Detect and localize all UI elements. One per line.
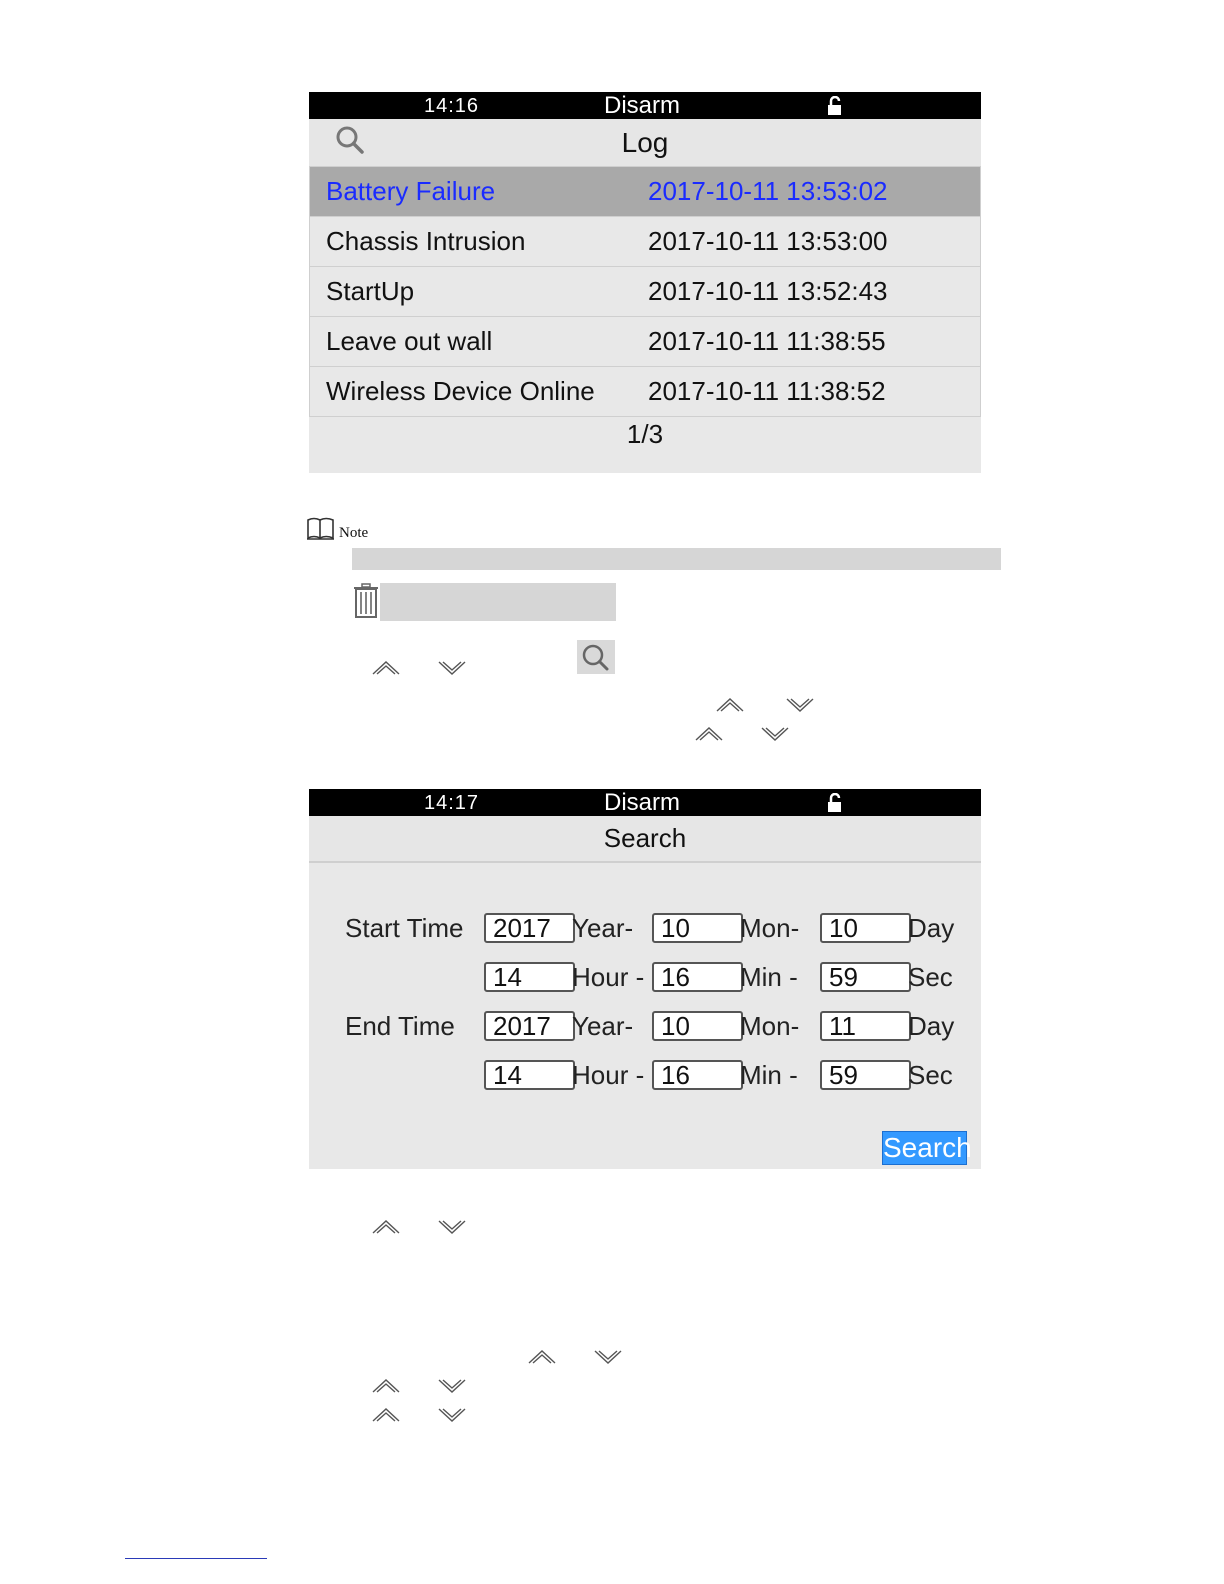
end-month-input[interactable]: 10 [652,1011,743,1041]
title-bar [309,119,981,168]
log-time: 2017-10-11 11:38:52 [648,376,886,406]
month-unit: Mon- [740,1011,800,1041]
status-time: 14:17 [424,792,480,814]
status-bar [309,789,981,816]
search-screen [309,789,981,1169]
status-bar [309,92,981,119]
up-arrow-icon [695,726,723,742]
day-unit: Day [908,1011,955,1041]
down-arrow-icon [438,1219,466,1235]
log-row[interactable] [309,267,981,317]
title-bar [309,816,981,863]
search-icon [577,640,615,674]
year-unit: Year- [572,1011,634,1041]
start-hour-input[interactable]: 14 [484,962,575,992]
start-time-label: Start Time [345,913,464,943]
unlock-icon [826,96,844,116]
end-minute-input[interactable]: 16 [652,1060,743,1090]
log-row[interactable] [309,167,981,217]
page-indicator: 1/3 [626,419,664,449]
second-unit: Sec [908,962,953,992]
end-year-input[interactable]: 2017 [484,1011,575,1041]
log-time: 2017-10-11 13:53:00 [648,226,888,256]
log-event: Wireless Device Online [326,376,595,406]
delete-highlight [352,583,616,621]
footnote-divider [125,1558,267,1559]
log-time: 2017-10-11 13:53:02 [648,176,888,206]
hour-unit: Hour - [572,962,645,992]
start-year-input[interactable]: 2017 [484,913,575,943]
up-arrow-icon [372,1407,400,1423]
up-arrow-icon [372,1219,400,1235]
end-hour-input[interactable]: 14 [484,1060,575,1090]
log-time: 2017-10-11 11:38:55 [648,326,886,356]
log-event: StartUp [326,276,415,306]
minute-unit: Min - [740,1060,798,1090]
log-event: Leave out wall [326,326,493,356]
book-icon [306,517,336,541]
log-screen [309,92,981,473]
end-time-label: End Time [345,1011,455,1041]
log-event: Chassis Intrusion [326,226,526,256]
down-arrow-icon [438,1378,466,1394]
note-label: Note [339,525,369,541]
down-arrow-icon [438,1407,466,1423]
log-row[interactable] [309,367,981,417]
end-day-input[interactable]: 11 [820,1011,911,1041]
start-month-input[interactable]: 10 [652,913,743,943]
down-arrow-icon [786,697,814,713]
unlock-icon [826,793,844,813]
log-list [309,167,981,417]
up-arrow-icon [716,697,744,713]
page-title: Search [603,823,687,853]
status-mode: Disarm [604,92,680,119]
note-highlight [352,548,1001,570]
log-time: 2017-10-11 13:52:43 [648,276,888,306]
start-minute-input[interactable]: 16 [652,962,743,992]
down-arrow-icon [438,660,466,676]
minute-unit: Min - [740,962,798,992]
second-unit: Sec [908,1060,953,1090]
status-mode: Disarm [604,789,680,816]
log-row[interactable] [309,317,981,367]
end-second-input[interactable]: 59 [820,1060,911,1090]
log-row[interactable] [309,217,981,267]
hour-unit: Hour - [572,1060,645,1090]
start-day-input[interactable]: 10 [820,913,911,943]
trash-icon [352,583,380,621]
month-unit: Mon- [740,913,800,943]
page-title: Log [621,127,669,158]
down-arrow-icon [761,726,789,742]
up-arrow-icon [372,660,400,676]
up-arrow-icon [528,1349,556,1365]
up-arrow-icon [372,1378,400,1394]
search-icon-box [577,640,615,674]
year-unit: Year- [572,913,634,943]
start-second-input[interactable]: 59 [820,962,911,992]
day-unit: Day [908,913,955,943]
search-button[interactable]: Search [883,1132,972,1163]
down-arrow-icon [594,1349,622,1365]
status-time: 14:16 [424,95,480,117]
log-event: Battery Failure [326,176,496,206]
